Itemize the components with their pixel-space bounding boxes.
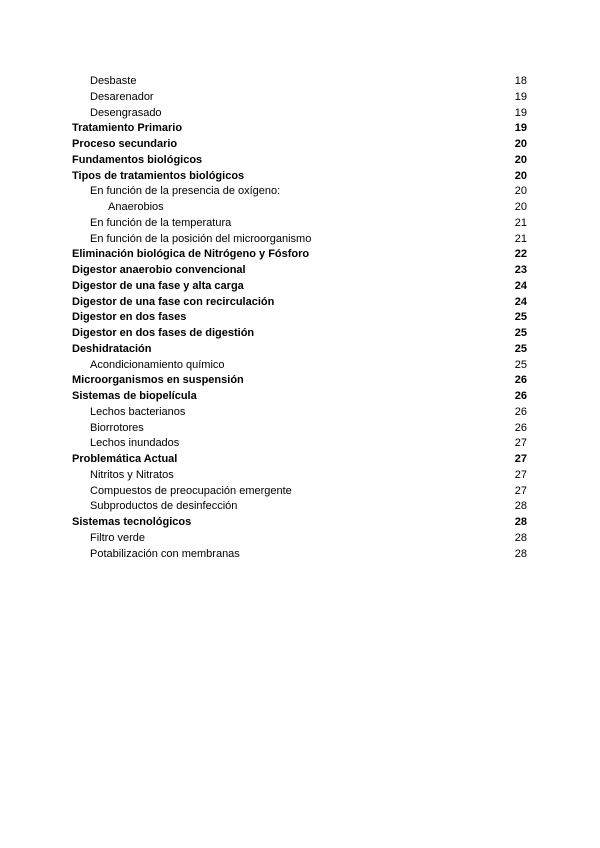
- toc-entry-title: Deshidratación: [72, 342, 152, 355]
- toc-entry-page-number: 25: [514, 342, 527, 355]
- toc-entry[interactable]: [72, 436, 527, 452]
- toc-entry-page-number: 18: [514, 75, 527, 87]
- toc-entry-page-number: 20: [514, 201, 527, 213]
- toc-entry[interactable]: [72, 358, 527, 374]
- toc-entry-title: Digestor de una fase y alta carga: [72, 279, 244, 292]
- toc-entry[interactable]: [72, 484, 527, 500]
- toc-entry-title: Tipos de tratamientos biológicos: [72, 169, 245, 182]
- toc-entry-page-number: 21: [514, 216, 527, 229]
- toc-entry[interactable]: [72, 279, 527, 295]
- toc-entry-page-number: 20: [514, 185, 527, 198]
- toc-entry[interactable]: [72, 153, 527, 169]
- toc-entry-page-number: 26: [514, 405, 527, 418]
- toc-entry-page-number: 24: [514, 295, 527, 308]
- toc-entry-title: Desbaste: [90, 75, 137, 87]
- toc-entry-page-number: 21: [514, 232, 527, 245]
- toc-entry-page-number: 28: [514, 547, 527, 560]
- toc-entry-page-number: 27: [514, 453, 527, 465]
- toc-entry[interactable]: [72, 106, 527, 122]
- toc-entry[interactable]: [72, 74, 527, 90]
- toc-entry-page-number: 24: [514, 279, 527, 292]
- toc-entry-title: En función de la posición del microorganismo: [90, 232, 312, 245]
- toc-entry-title: Desarenador: [90, 90, 154, 103]
- toc-entry-title: Subproductos de desinfección: [90, 500, 238, 513]
- toc-entry-page-number: 20: [514, 153, 527, 166]
- toc-entry-title: Sistemas tecnológicos: [72, 516, 192, 528]
- toc-entry-title: Potabilización con membranas: [90, 547, 240, 560]
- toc-entry-title: Filtro verde: [90, 531, 146, 544]
- toc-entry-page-number: 28: [514, 516, 527, 528]
- toc-entry-title: Anaerobios: [108, 201, 164, 213]
- toc-entry[interactable]: [72, 121, 527, 137]
- toc-entry-title: Digestor anaerobio convencional: [72, 264, 246, 276]
- toc-entry[interactable]: [72, 405, 527, 421]
- toc-entry-title: En función de la presencia de oxígeno:: [90, 185, 281, 198]
- toc-entry-page-number: 25: [514, 327, 527, 339]
- toc-entry[interactable]: [72, 169, 527, 185]
- toc-entry-title: Compuestos de preocupación emergente: [90, 484, 292, 497]
- toc-entry-title: Desengrasado: [90, 106, 162, 119]
- toc-entry[interactable]: [72, 342, 527, 358]
- toc-entry-title: Digestor de una fase con recirculación: [72, 295, 275, 308]
- toc-entry-page-number: 28: [514, 500, 527, 513]
- toc-entry-title: Nitritos y Nitratos: [90, 468, 174, 481]
- toc-entry[interactable]: [72, 547, 527, 563]
- toc-entry-title: Eliminación biológica de Nitrógeno y Fósforo: [72, 248, 310, 261]
- toc-entry-page-number: 27: [514, 468, 527, 481]
- toc-entry-title: Digestor en dos fases de digestión: [72, 327, 255, 339]
- toc-entry-title: Lechos inundados: [90, 437, 180, 450]
- toc-entry-title: Digestor en dos fases: [72, 311, 187, 324]
- toc-entry[interactable]: [72, 310, 527, 326]
- toc-entry[interactable]: [72, 247, 527, 263]
- toc-entry-title: Proceso secundario: [72, 138, 178, 150]
- toc-entry-title: Sistemas de biopelícula: [72, 390, 197, 402]
- toc-entry-page-number: 25: [514, 311, 527, 324]
- toc-entry[interactable]: [72, 232, 527, 248]
- toc-entry[interactable]: [72, 531, 527, 547]
- toc-entry-page-number: 27: [514, 437, 527, 450]
- toc-entry-page-number: 20: [514, 169, 527, 182]
- toc-entry-page-number: 26: [514, 374, 527, 387]
- toc-entry-title: Microorganismos en suspensión: [72, 374, 244, 387]
- toc-entry-title: Problemática Actual: [72, 453, 178, 465]
- table-of-contents: [72, 74, 527, 562]
- toc-entry[interactable]: [72, 263, 527, 279]
- toc-entry[interactable]: [72, 295, 527, 311]
- toc-entry-page-number: 28: [514, 531, 527, 544]
- toc-entry-page-number: 22: [514, 248, 527, 261]
- toc-entry-title: Fundamentos biológicos: [72, 153, 203, 166]
- toc-entry-page-number: 19: [514, 122, 527, 135]
- toc-entry[interactable]: [72, 452, 527, 468]
- toc-entry[interactable]: [72, 184, 527, 200]
- toc-entry[interactable]: [72, 216, 527, 232]
- toc-entry-page-number: 19: [514, 90, 527, 103]
- toc-entry[interactable]: [72, 200, 527, 216]
- toc-entry[interactable]: [72, 373, 527, 389]
- toc-entry-page-number: 20: [514, 138, 527, 150]
- toc-entry-page-number: 23: [514, 264, 527, 276]
- toc-entry[interactable]: [72, 499, 527, 515]
- toc-entry-title: En función de la temperatura: [90, 216, 232, 229]
- toc-entry[interactable]: [72, 515, 527, 531]
- toc-entry-page-number: 27: [514, 484, 527, 497]
- toc-entry[interactable]: [72, 389, 527, 405]
- toc-entry-title: Acondicionamiento químico: [90, 358, 225, 371]
- toc-entry-page-number: 26: [514, 390, 527, 402]
- toc-entry-title: Lechos bacterianos: [90, 405, 186, 418]
- toc-entry-page-number: 19: [514, 106, 527, 119]
- toc-entry[interactable]: [72, 468, 527, 484]
- toc-entry[interactable]: [72, 90, 527, 106]
- toc-entry[interactable]: [72, 137, 527, 153]
- toc-entry-title: Tratamiento Primario: [72, 122, 183, 135]
- toc-entry-page-number: 25: [514, 358, 527, 371]
- toc-entry[interactable]: [72, 421, 527, 437]
- toc-entry-page-number: 26: [514, 421, 527, 434]
- toc-entry[interactable]: [72, 326, 527, 342]
- toc-entry-title: Biorrotores: [90, 421, 144, 434]
